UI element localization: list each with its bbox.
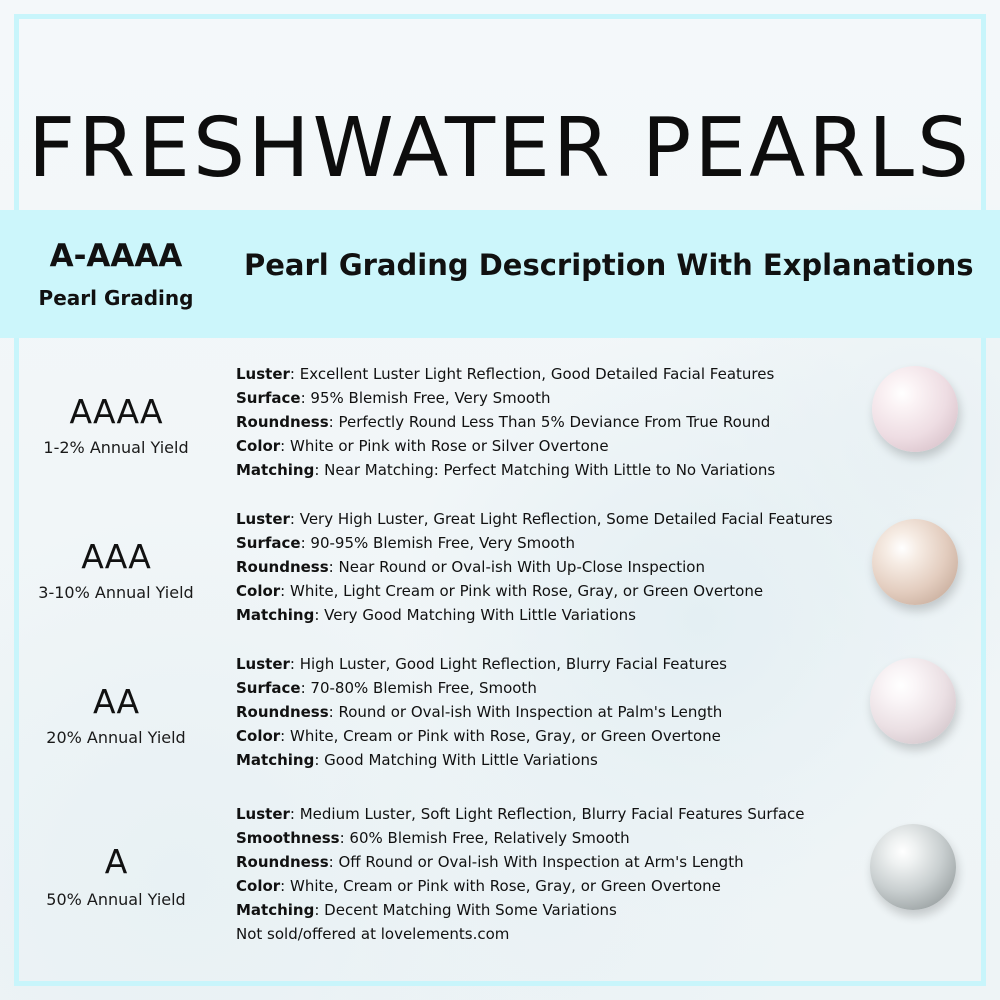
grade-label: AAA	[81, 537, 151, 576]
desc-line: Surface: 95% Blemish Free, Very Smooth	[236, 389, 551, 407]
grade-description	[236, 652, 856, 772]
desc-line: Roundness: Off Round or Oval-ish With Inspection at Arm's Length	[236, 853, 744, 871]
desc-line: Roundness: Near Round or Oval-ish With Up-Close Inspection	[236, 558, 705, 576]
desc-line: Luster: Very High Luster, Great Light Reflection, Some Detailed Facial Features	[236, 510, 833, 528]
pearl-image-aaaa	[872, 366, 958, 452]
grade-range-block	[0, 210, 232, 338]
grade-range: A-AAAA	[49, 238, 183, 274]
desc-line: Color: White, Cream or Pink with Rose, Gray, or Green Overtone	[236, 727, 721, 745]
desc-line: Surface: 70-80% Blemish Free, Smooth	[236, 679, 537, 697]
desc-line: Color: White, Light Cream or Pink with Rose, Gray, or Green Overtone	[236, 582, 764, 600]
annual-yield: 1-2% Annual Yield	[43, 438, 189, 457]
grade-row-aaaa	[0, 362, 1000, 492]
desc-line: Luster: Excellent Luster Light Reflection, Good Detailed Facial Features	[236, 365, 775, 383]
desc-line: Luster: High Luster, Good Light Reflection, Blurry Facial Features	[236, 655, 728, 673]
pearl-image-a	[870, 824, 956, 910]
desc-line: Matching: Near Matching: Perfect Matching With Little to No Variations	[236, 461, 776, 479]
desc-line: Roundness: Round or Oval-ish With Inspection at Palm's Length	[236, 703, 723, 721]
desc-line: Roundness: Perfectly Round Less Than 5% Deviance From True Round	[236, 413, 771, 431]
annual-yield: 50% Annual Yield	[46, 890, 186, 909]
grade-row-a	[0, 802, 1000, 952]
desc-line: Color: White or Pink with Rose or Silver Overtone	[236, 437, 609, 455]
annual-yield: 20% Annual Yield	[46, 728, 186, 747]
grade-description	[236, 362, 856, 482]
grade-label: AA	[92, 682, 140, 721]
grade-label: A	[104, 842, 128, 881]
grade-row-aaa	[0, 507, 1000, 637]
page-title: FRESHWATER PEARLS	[28, 101, 972, 196]
pearl-image-aa	[870, 658, 956, 744]
annual-yield: 3-10% Annual Yield	[38, 583, 194, 602]
desc-line: Matching: Decent Matching With Some Variations	[236, 901, 617, 919]
desc-line: Luster: Medium Luster, Soft Light Reflection, Blurry Facial Features Surface	[236, 805, 805, 823]
desc-line: Surface: 90-95% Blemish Free, Very Smooth	[236, 534, 575, 552]
desc-line: Matching: Good Matching With Little Variations	[236, 751, 598, 769]
desc-note: Not sold/offered at lovelements.com	[236, 925, 510, 943]
grade-row-aa	[0, 652, 1000, 782]
desc-line: Smoothness: 60% Blemish Free, Relatively Smooth	[236, 829, 630, 847]
grade-label: AAAA	[69, 392, 163, 431]
grade-description	[236, 507, 856, 627]
section-heading: Pearl Grading Description With Explanations	[244, 248, 974, 282]
desc-line: Color: White, Cream or Pink with Rose, Gray, or Green Overtone	[236, 877, 721, 895]
header-band	[0, 210, 1000, 338]
grade-range-subtitle: Pearl Grading	[38, 286, 194, 310]
desc-line: Matching: Very Good Matching With Little Variations	[236, 606, 636, 624]
pearl-image-aaa	[872, 519, 958, 605]
grade-description	[236, 802, 856, 946]
